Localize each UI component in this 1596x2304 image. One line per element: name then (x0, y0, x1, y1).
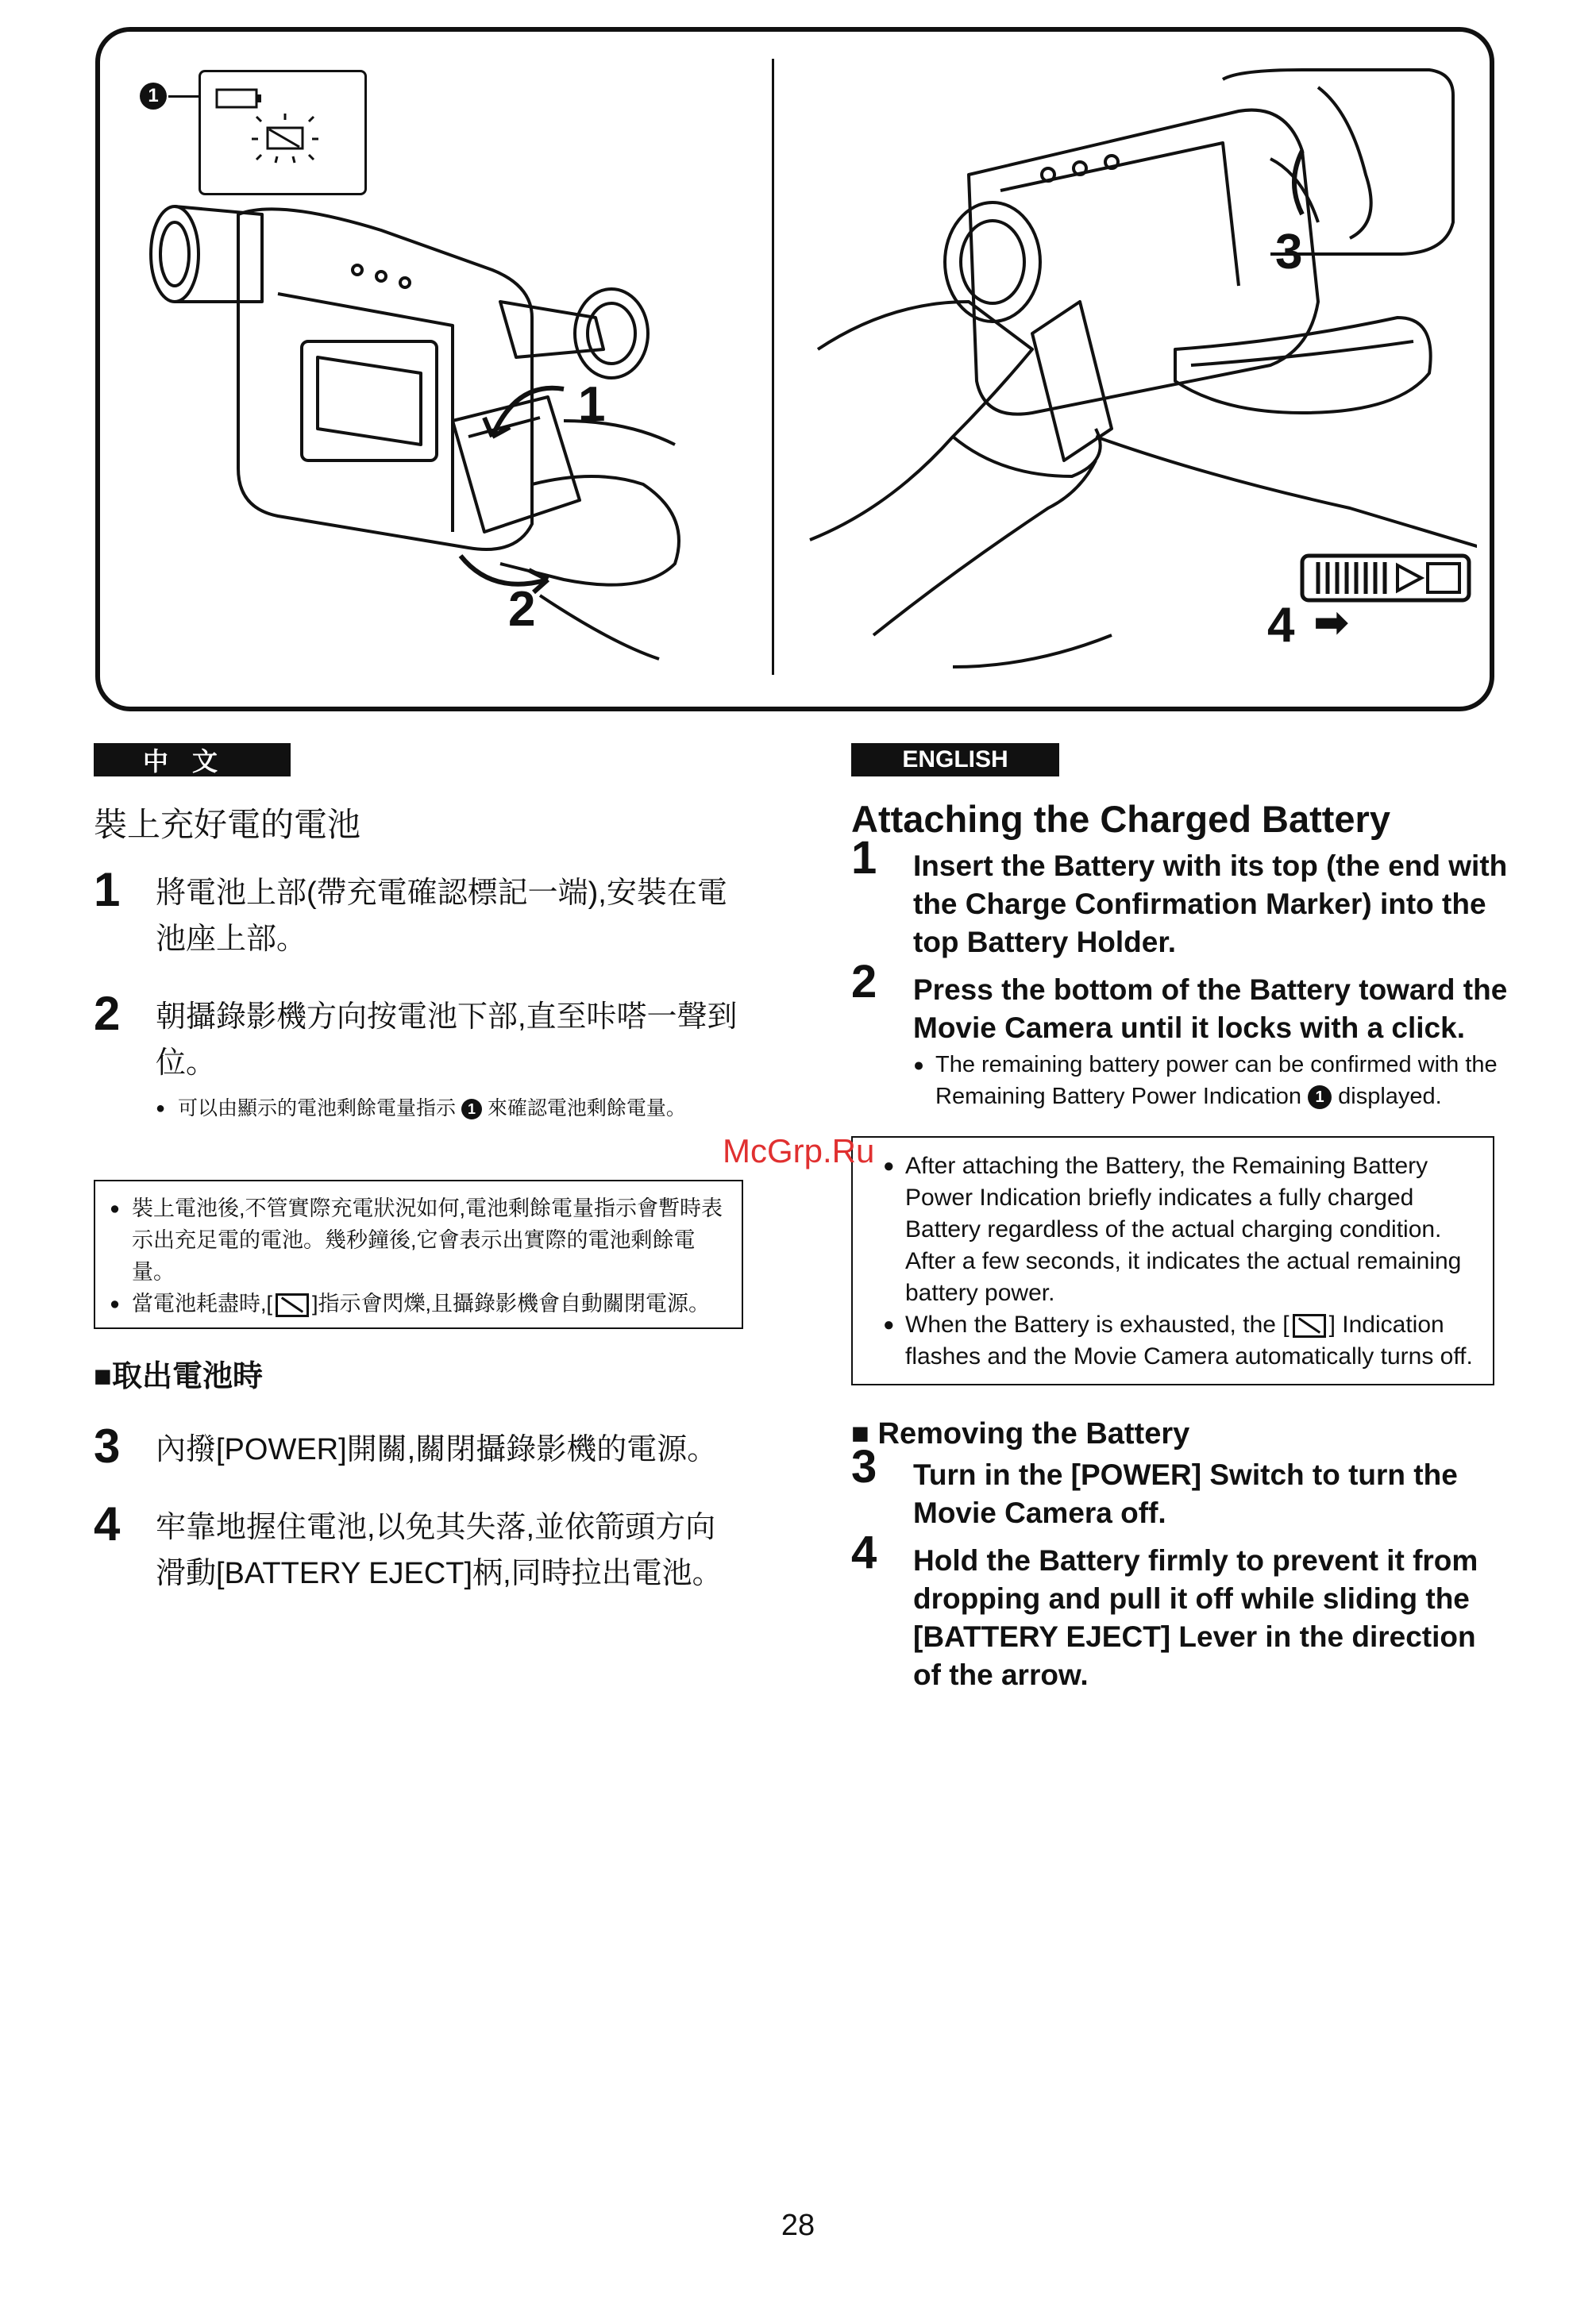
remaining-battery-indicator-icon (201, 72, 364, 193)
callout-number: 1 (140, 83, 167, 110)
step-number: 1 (94, 863, 121, 916)
chinese-step-2-note: ● 可以由顯示的電池剩餘電量指示 1 來確認電池剩餘電量。 (156, 1092, 745, 1124)
step-text: 牢靠地握住電池,以免其失落,並依箭頭方向滑動[BATTERY EJECT]柄,同時拉出電池。 (156, 1511, 723, 1590)
chinese-note-box (94, 1180, 743, 1329)
english-step-1 (851, 832, 1510, 961)
step-text: Turn in the [POWER] Switch to turn the Movie Camera off. (913, 1458, 1458, 1529)
step-number: 4 (94, 1497, 121, 1551)
english-step-2 (851, 956, 1510, 1112)
callout-number-ref: 1 (1308, 1085, 1332, 1109)
step-number: 1 (851, 832, 877, 884)
chinese-step-2 (94, 987, 745, 1124)
page-number: 28 (781, 2209, 815, 2242)
english-note-box (851, 1136, 1494, 1385)
step-text: Hold the Battery firmly to prevent it from dropping and pull it off while sliding the [BATTERY EJECT] Lever in the direction of the arrow. (913, 1544, 1478, 1691)
english-column (851, 794, 1510, 1704)
callout-number-ref: 1 (461, 1099, 482, 1119)
chinese-note-2: ● 當電池耗盡時,[ ]指示會閃爍,且攝錄影機會自動關閉電源。 (110, 1288, 731, 1320)
step-number: 2 (94, 987, 121, 1040)
watermark: McGrp.Ru (723, 1132, 875, 1169)
step-number: 2 (851, 956, 877, 1008)
illustration-step-3: 3 (1275, 225, 1303, 279)
battery-exhausted-icon (1293, 1314, 1326, 1338)
english-step-2-note: ● The remaining battery power can be confirmed with the Remaining Battery Power Indication 1 displayed. (913, 1049, 1510, 1112)
camera-battery-remove-illustration (794, 64, 1477, 691)
english-title: Attaching the Charged Battery (851, 798, 1390, 840)
illustration-step-2: 2 (508, 582, 536, 637)
chinese-step-4 (94, 1497, 745, 1597)
step-text: 朝攝錄影機方向按電池下部,直至咔嗒一聲到位。 (156, 1000, 738, 1080)
english-subheading: ■ Removing the Battery (851, 1417, 1190, 1451)
step-number: 4 (851, 1527, 877, 1578)
step-number: 3 (851, 1441, 877, 1493)
tab-chinese: 中文 (94, 743, 291, 776)
english-step-3 (851, 1441, 1510, 1532)
chinese-subheading: ■取出電池時 (94, 1360, 263, 1393)
chinese-step-1 (94, 863, 745, 962)
illustration-divider (772, 59, 774, 675)
callout-marker (140, 83, 167, 110)
step-text: Insert the Battery with its top (the end with the Charge Confirmation Marker) into the top Battery Holder. (913, 850, 1508, 958)
chinese-title: 裝上充好電的電池 (94, 806, 361, 843)
camera-battery-insert-illustration (119, 183, 723, 675)
chinese-column (94, 794, 745, 1628)
illustration-step-1: 1 (578, 377, 606, 432)
chinese-note-1: ● 裝上電池後,不管實際充電狀況如何,電池剩餘電量指示會暫時表示出充足電的電池。幾秒鐘後,它會表示出實際的電池剩餘電量。 (110, 1192, 731, 1288)
step-number: 3 (94, 1420, 121, 1473)
step-text: Press the bottom of the Battery toward the Movie Camera until it locks with a click. (913, 973, 1508, 1044)
callout-box (199, 70, 367, 195)
step-4-arrow-icon: ➡ (1313, 599, 1350, 646)
english-step-4 (851, 1527, 1510, 1694)
battery-exhausted-icon (276, 1293, 309, 1317)
english-note-2: ● When the Battery is exhausted, the [ ] Indication flashes and the Movie Camera automatically turns off. (883, 1309, 1478, 1373)
illustration-step-4: 4 (1267, 598, 1295, 653)
step-text: 內撥[POWER]開關,關閉攝錄影機的電源。 (156, 1433, 718, 1466)
chinese-step-3 (94, 1420, 745, 1473)
step-text: 將電池上部(帶充電確認標記一端),安裝在電池座上部。 (156, 877, 727, 956)
english-note-1: ● After attaching the Battery, the Remaining Battery Power Indication briefly indicates a fully charged Battery regardless of the actual charging condition. After a few seconds, it indicates the actual remaining battery power. (883, 1150, 1478, 1309)
tab-english: ENGLISH (851, 743, 1059, 776)
battery-eject-lever-icon (1302, 556, 1469, 600)
